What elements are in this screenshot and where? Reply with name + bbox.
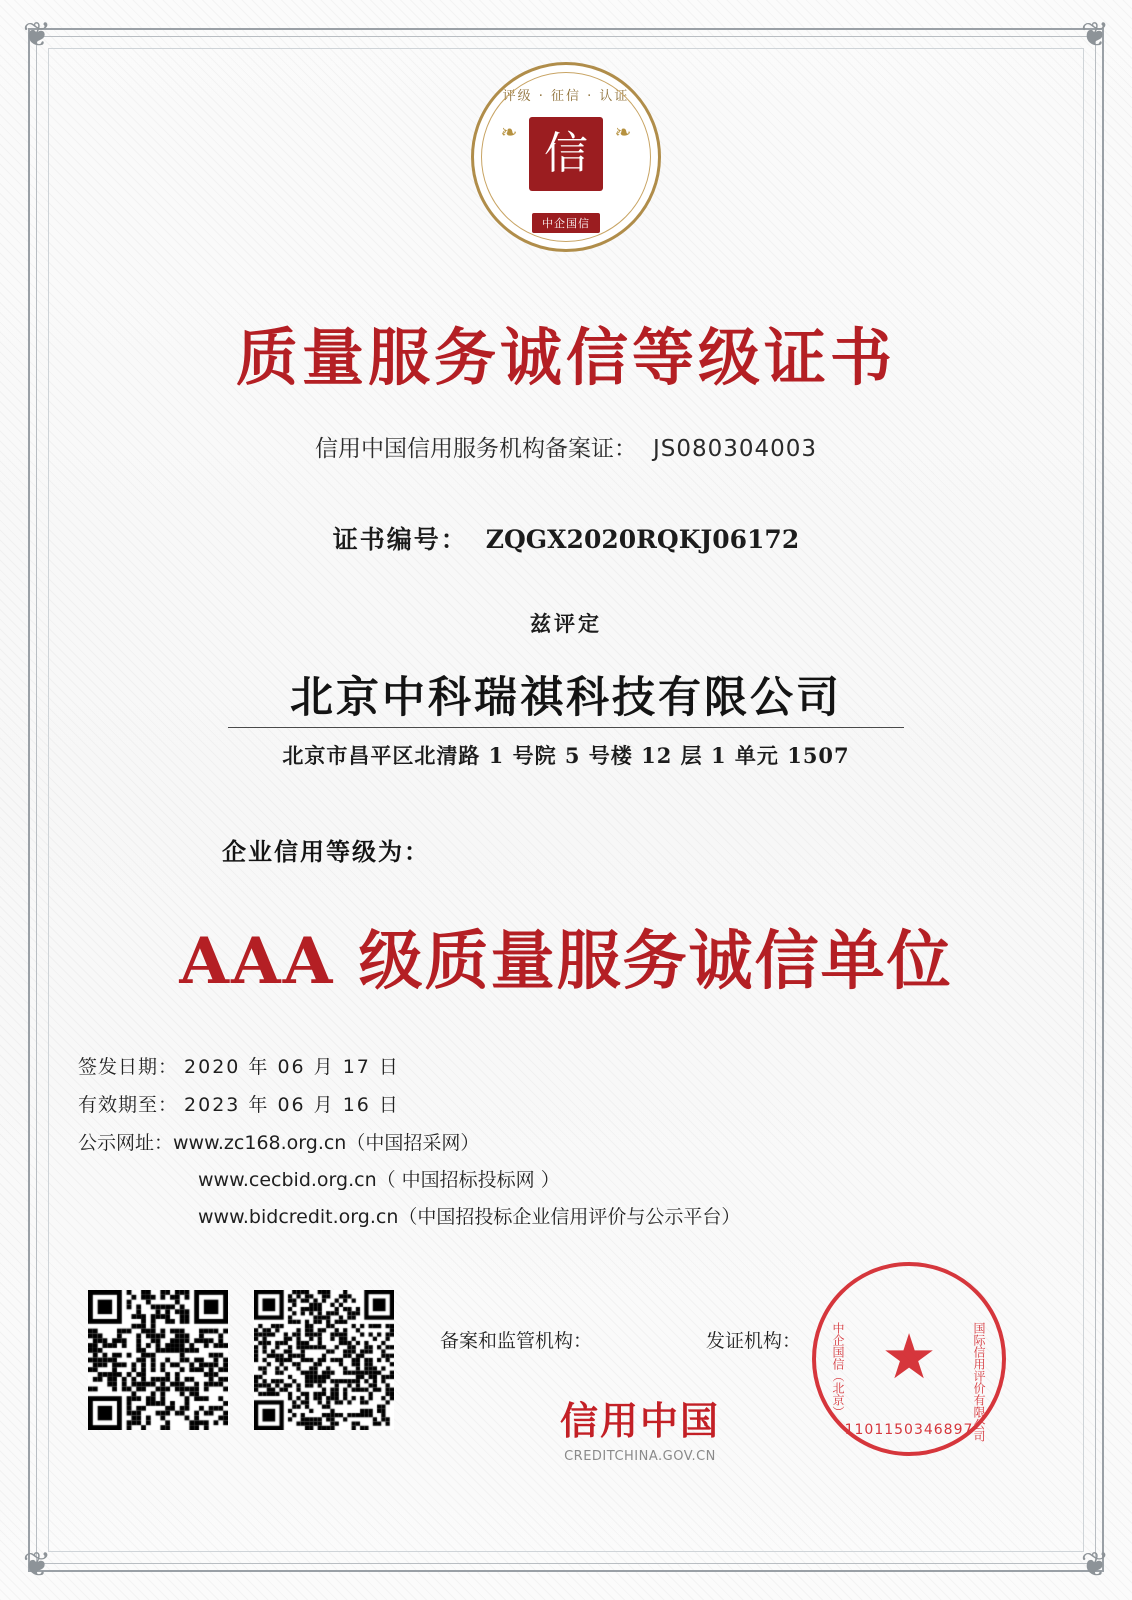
filing-line [0,430,1132,463]
publicity-url-2[interactable]: www.cecbid.org.cn [198,1169,377,1191]
emblem-ring-text: 评级 · 征信 · 认证 [502,89,630,104]
laurel-right-icon: ❧ [614,122,632,144]
valid-until-row [78,1090,740,1117]
laurel-left-icon: ❧ [500,122,518,144]
valid-until-value: 2023 年 06 月 16 日 [184,1094,400,1116]
details-block [78,1052,740,1239]
corner-ornament-icon: ❦ [22,16,52,54]
publicity-label: 公示网址： [78,1132,174,1154]
publicity-note-1: （中国招采网） [346,1132,480,1154]
official-stamp [812,1262,1006,1456]
filing-value: JS080304003 [652,436,818,462]
certificate-number [0,520,1132,556]
issuer-label: 发证机构： [706,1330,802,1352]
credit-china-logo [540,1390,740,1464]
qr-code-right[interactable] [254,1290,394,1430]
filing-label: 信用中国信用服务机构备案证： [314,436,637,462]
corner-ornament-icon: ❦ [22,1546,52,1584]
issue-date-value: 2020 年 06 月 17 日 [184,1056,400,1078]
qr-code-left-canvas [88,1290,228,1430]
credit-china-en-text: CREDITCHINA.GOV.CN [564,1449,716,1464]
publicity-note-3: （中国招投标企业信用评价与公示平台） [398,1206,741,1228]
certificate-number-label: 证书编号： [332,525,468,554]
company-address: 北京市昌平区北清路 1 号院 5 号楼 12 层 1 单元 1507 [282,743,850,768]
valid-until-label: 有效期至： [78,1094,179,1116]
qr-code-right-canvas [254,1290,394,1430]
emblem-band-text: 中企国信 [532,213,600,233]
emblem-core-glyph: 信 [529,117,603,191]
corner-ornament-icon: ❦ [1080,16,1110,54]
stamp-number: 1101150346897 [844,1422,974,1438]
publicity-row-1 [78,1128,740,1155]
star-icon: ★ [881,1322,937,1392]
publicity-note-2: （ 中国招标投标网 ） [376,1169,560,1191]
hereby-text: 兹评定 [530,611,602,636]
emblem-container [0,62,1132,252]
issue-date-row [78,1052,740,1079]
grade-value: AAA 级质量服务诚信单位 [179,924,953,999]
corner-ornament-icon: ❦ [1080,1546,1110,1584]
certificate-number-value: ZQGX2020RQKJ06172 [485,525,800,554]
credit-china-cn-text: 信用中国 [559,1399,720,1443]
publicity-url-3[interactable]: www.bidcredit.org.cn [198,1206,399,1228]
qr-code-left[interactable] [88,1290,228,1430]
company-name: 北京中科瑞祺科技有限公司 [290,673,842,723]
agency-emblem-icon [471,62,661,252]
grade-label: 企业信用等级为： [222,837,430,866]
page-title: 质量服务诚信等级证书 [235,321,896,394]
publicity-row-3 [78,1202,740,1229]
issue-date-label: 签发日期： [78,1056,179,1078]
company-underline [228,727,904,728]
stamp-side-right-text: 国际信用评价有限公司 [972,1322,986,1442]
stamp-side-left-text: 中企国信（北京） [831,1322,845,1418]
publicity-url-1[interactable]: www.zc168.org.cn [173,1132,347,1154]
publicity-row-2 [78,1165,740,1192]
registrar-label: 备案和监管机构： [440,1330,593,1352]
